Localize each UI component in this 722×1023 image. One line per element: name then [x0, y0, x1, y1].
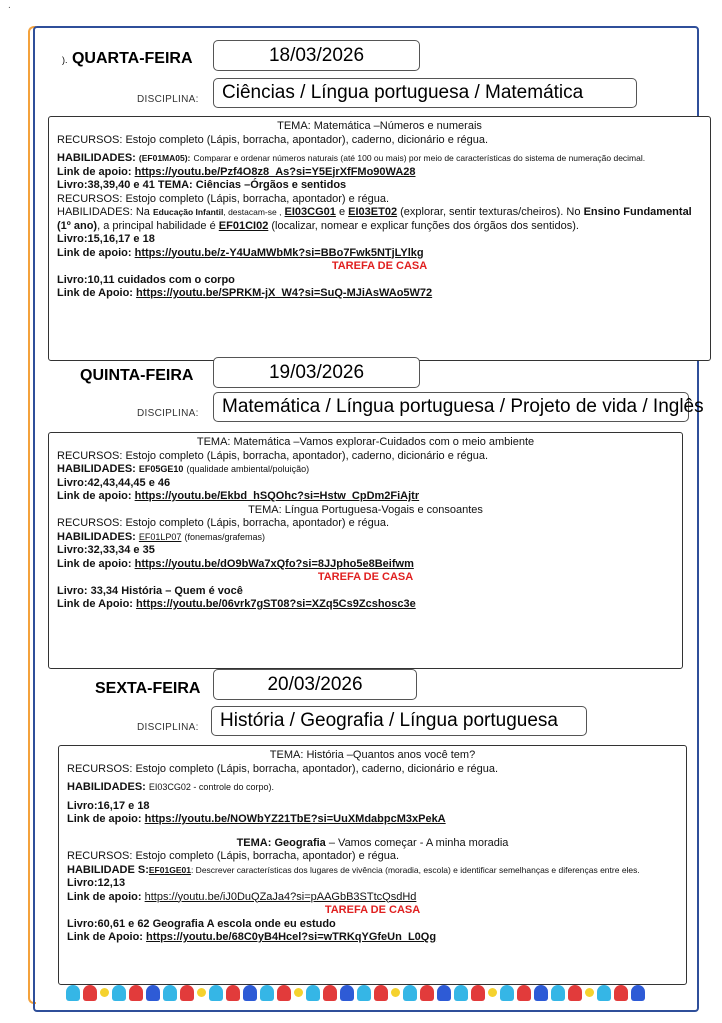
habilidades-text-k: (localizar, nomear e explicar funções dos órgãos dos sentidos).: [271, 219, 579, 232]
habilidades-label: HABILIDADE S:: [67, 863, 149, 876]
link-label: Link de apoio:: [67, 890, 142, 903]
habilidades-line: [67, 781, 678, 795]
tarefa-heading: TAREFA DE CASA: [331, 260, 428, 272]
support-link[interactable]: https://youtu.be/Ekbd_hSQOhc?si=Hstw_CpDm2FiAjtr: [134, 490, 420, 502]
tema-line: TEMA: Matemática –Vamos explorar-Cuidados com o meio ambiente: [196, 436, 535, 448]
handprint-icon: [226, 985, 240, 1001]
link-line-3: [57, 598, 674, 612]
link-line-3: [67, 931, 678, 945]
support-link[interactable]: https://youtu.be/68C0yB4Hcel?si=wTRKqYGfeUn_L0Qg: [146, 931, 437, 943]
handprint-icon: [66, 985, 80, 1001]
handprint-icon: [306, 985, 320, 1001]
handprint-icon: [83, 985, 97, 1001]
link-label: Link de apoio:: [57, 165, 132, 178]
handprint-border: [66, 985, 692, 1005]
link-label: Link de Apoio:: [67, 931, 143, 943]
date-box-sexta: 20/03/2026: [213, 669, 417, 700]
support-link[interactable]: https://youtu.be/06vrk7gST08?si=XZq5Cs9Zcshosc3e: [136, 598, 416, 610]
habilidades-line-2: [57, 206, 702, 233]
handprint-icon: [534, 985, 548, 1001]
link-label: Link de Apoio:: [57, 287, 133, 299]
habilidades-line-2: [67, 864, 678, 878]
disciplina-label: DISCIPLINA:: [137, 94, 199, 105]
smiley-icon: [585, 988, 594, 997]
livro-line-3: Livro:10,11 cuidados com o corpo: [57, 273, 235, 286]
handprint-icon: [323, 985, 337, 1001]
livro-line-3: Livro: 33,34 História – Quem é você: [57, 584, 243, 597]
habilidades-line: [57, 463, 674, 477]
tema-text: – Vamos começar - A minha moradia: [328, 836, 509, 849]
handprint-icon: [146, 985, 160, 1001]
day-prefix-mark: ).: [62, 55, 68, 65]
livro-line: Livro:42,43,44,45 e 46: [57, 476, 171, 489]
handprint-icon: [403, 985, 417, 1001]
handprint-icon: [437, 985, 451, 1001]
habilidade-code: EF01LP07: [138, 531, 182, 542]
habilidade-text: Comparar e ordenar números naturais (até 100 ou mais) por meio de características do sistema de numeração decimal.: [193, 153, 646, 163]
tema-line-2: [67, 837, 678, 851]
handprint-icon: [340, 985, 354, 1001]
habilidades-text-b: Educação Infantil: [152, 207, 224, 217]
livro-line: Livro:16,17 e 18: [67, 799, 150, 812]
habilidades-text-i: , a principal habilidade é: [97, 219, 216, 232]
handprint-icon: [374, 985, 388, 1001]
recursos-line-2: RECURSOS: Estojo completo (Lápis, borracha, apontador) e régua.: [57, 517, 389, 529]
habilidade-text: (fonemas/grafemas): [184, 531, 266, 542]
tema-line: TEMA: Matemática –Números e numerais: [277, 120, 482, 132]
support-link[interactable]: https://youtu.be/SPRKM-jX_W4?si=SuQ-MJiAsWAo5W72: [136, 287, 433, 299]
livro-line-2: Livro:32,33,34 e 35: [57, 544, 155, 556]
link-label: Link de apoio:: [57, 557, 132, 570]
recursos-line: RECURSOS: Estojo completo (Lápis, borracha, apontador), caderno, dicionário e régua.: [57, 449, 489, 462]
link-line: [57, 490, 674, 504]
recursos-line-2: RECURSOS: Estojo completo (Lápis, borracha, apontador) e régua.: [57, 192, 389, 205]
disciplinas-box-quarta: Ciências / Língua portuguesa / Matemática: [213, 78, 637, 108]
handprint-icon: [420, 985, 434, 1001]
habilidades-line-2: [57, 531, 674, 545]
handprint-icon: [260, 985, 274, 1001]
link-line-2: [57, 558, 674, 572]
tema-label: TEMA:: [236, 836, 272, 849]
support-link[interactable]: https://youtu.be/dO9bWa7xQfo?si=8JJpho5e8Beifwm: [134, 557, 414, 570]
habilidade-code-b: EI03ET02: [348, 206, 398, 218]
content-box-sexta: [58, 745, 687, 985]
handprint-icon: [112, 985, 126, 1001]
corner-mark: .: [8, 0, 11, 11]
habilidades-text-h: Ensino Fundamental (1º ano): [57, 206, 692, 232]
handprint-icon: [551, 985, 565, 1001]
handprint-icon: [163, 985, 177, 1001]
link-label: Link de apoio:: [57, 490, 132, 502]
habilidade-text: : Descrever características dos lugares de vivência (moradia, escola) e identificar semelhanças e diferenças entre eles.: [190, 864, 640, 875]
handprint-icon: [209, 985, 223, 1001]
handprint-icon: [614, 985, 628, 1001]
recursos-line-2: RECURSOS: Estojo completo (Lápis, borracha, apontador) e régua.: [67, 850, 399, 862]
habilidades-label: HABILIDADES:: [67, 781, 146, 793]
habilidade-code-a: EI03CG01: [284, 206, 336, 218]
disciplinas-box-quinta: Matemática / Língua portuguesa / Projeto de vida / Inglês: [213, 392, 689, 422]
day-name: QUARTA-FEIRA: [71, 50, 193, 67]
smiley-icon: [294, 988, 303, 997]
livro-line: Livro:38,39,40 e 41 TEMA: Ciências –Órgãos e sentidos: [57, 179, 347, 191]
habilidade-code-c: EF01CI02: [218, 219, 269, 232]
day-title-sexta: SEXTA-FEIRA: [95, 680, 201, 697]
disciplinas-box-sexta: História / Geografia / Língua portuguesa: [211, 706, 587, 736]
recursos-line: RECURSOS: Estojo completo (Lápis, borracha, apontador), caderno, dicionário e régua.: [67, 762, 499, 775]
handprint-icon: [243, 985, 257, 1001]
support-link[interactable]: https://youtu.be/NOWbYZ21TbE?si=UuXMdabpcM3xPekA: [144, 813, 446, 825]
link-line-2: [57, 247, 702, 261]
tarefa-heading: TAREFA DE CASA: [324, 904, 421, 916]
link-label: Link de apoio:: [57, 246, 132, 259]
livro-line-3: Livro:60,61 e 62 Geografia A escola onde eu estudo: [67, 917, 336, 930]
handprint-icon: [277, 985, 291, 1001]
date-box-quarta: 18/03/2026: [213, 40, 420, 71]
handprint-icon: [180, 985, 194, 1001]
habilidade-text: EI03CG02 - controle do corpo).: [148, 782, 274, 792]
day-title-quarta: [62, 50, 193, 68]
date-box-quinta: 19/03/2026: [213, 357, 420, 388]
habilidades-label: HABILIDADES:: [57, 530, 136, 543]
link-line-3: [57, 287, 702, 301]
handprint-icon: [357, 985, 371, 1001]
handprint-icon: [517, 985, 531, 1001]
habilidade-code: EF05GE10: [138, 464, 184, 474]
smiley-icon: [100, 988, 109, 997]
disciplina-label: DISCIPLINA:: [137, 722, 199, 733]
support-link[interactable]: https://youtu.be/iJ0DuQZaJa4?si=pAAGbB3STtcQsdHd: [144, 890, 417, 903]
habilidades-text-e: e: [338, 206, 346, 218]
link-label: Link de apoio:: [67, 813, 142, 825]
support-link[interactable]: https://youtu.be/z-Y4UaMWbMk?si=BBo7Fwk5NTjLYlkg: [134, 246, 424, 259]
habilidades-label: HABILIDADES:: [57, 152, 136, 164]
tema-subject: Geografia: [274, 836, 326, 849]
habilidades-text-c: , destacam-se ,: [223, 207, 282, 217]
handprint-icon: [129, 985, 143, 1001]
smiley-icon: [488, 988, 497, 997]
link-line-2: [67, 891, 678, 905]
tarefa-heading: TAREFA DE CASA: [317, 571, 414, 583]
tema-line-2: TEMA: Língua Portuguesa-Vogais e consoantes: [248, 503, 483, 516]
handprint-icon: [454, 985, 468, 1001]
livro-line-2: Livro:15,16,17 e 18: [57, 233, 155, 245]
link-label: Link de Apoio:: [57, 598, 133, 610]
livro-line-2: Livro:12,13: [67, 877, 126, 889]
habilidades-text-a: HABILIDADES: Na: [57, 206, 150, 218]
habilidade-code: EF01GE01: [148, 864, 191, 875]
handprint-icon: [568, 985, 582, 1001]
handprint-icon: [631, 985, 645, 1001]
handprint-icon: [471, 985, 485, 1001]
content-box-quinta: [48, 432, 683, 669]
support-link[interactable]: https://youtu.be/Pzf4O8z8_As?si=Y5EjrXfFMo90WA28: [134, 165, 416, 178]
habilidades-text-g: (explorar, sentir texturas/cheiros). No: [400, 206, 581, 218]
habilidade-code: (EF01MA05):: [138, 153, 191, 163]
handprint-icon: [500, 985, 514, 1001]
day-title-quinta: QUINTA-FEIRA: [80, 367, 194, 384]
link-line: [67, 813, 678, 827]
smiley-icon: [391, 988, 400, 997]
habilidades-line: [57, 152, 702, 166]
habilidades-label: HABILIDADES:: [57, 463, 136, 475]
handprint-icon: [597, 985, 611, 1001]
smiley-icon: [197, 988, 206, 997]
habilidade-text: (qualidade ambiental/poluição): [186, 464, 310, 474]
disciplina-label: DISCIPLINA:: [137, 408, 199, 419]
recursos-line: RECURSOS: Estojo completo (Lápis, borracha, apontador), caderno, dicionário e régua.: [57, 133, 489, 146]
link-line: [57, 166, 702, 180]
content-box-quarta: [48, 116, 711, 361]
tema-line: TEMA: História –Quantos anos você tem?: [269, 749, 476, 761]
